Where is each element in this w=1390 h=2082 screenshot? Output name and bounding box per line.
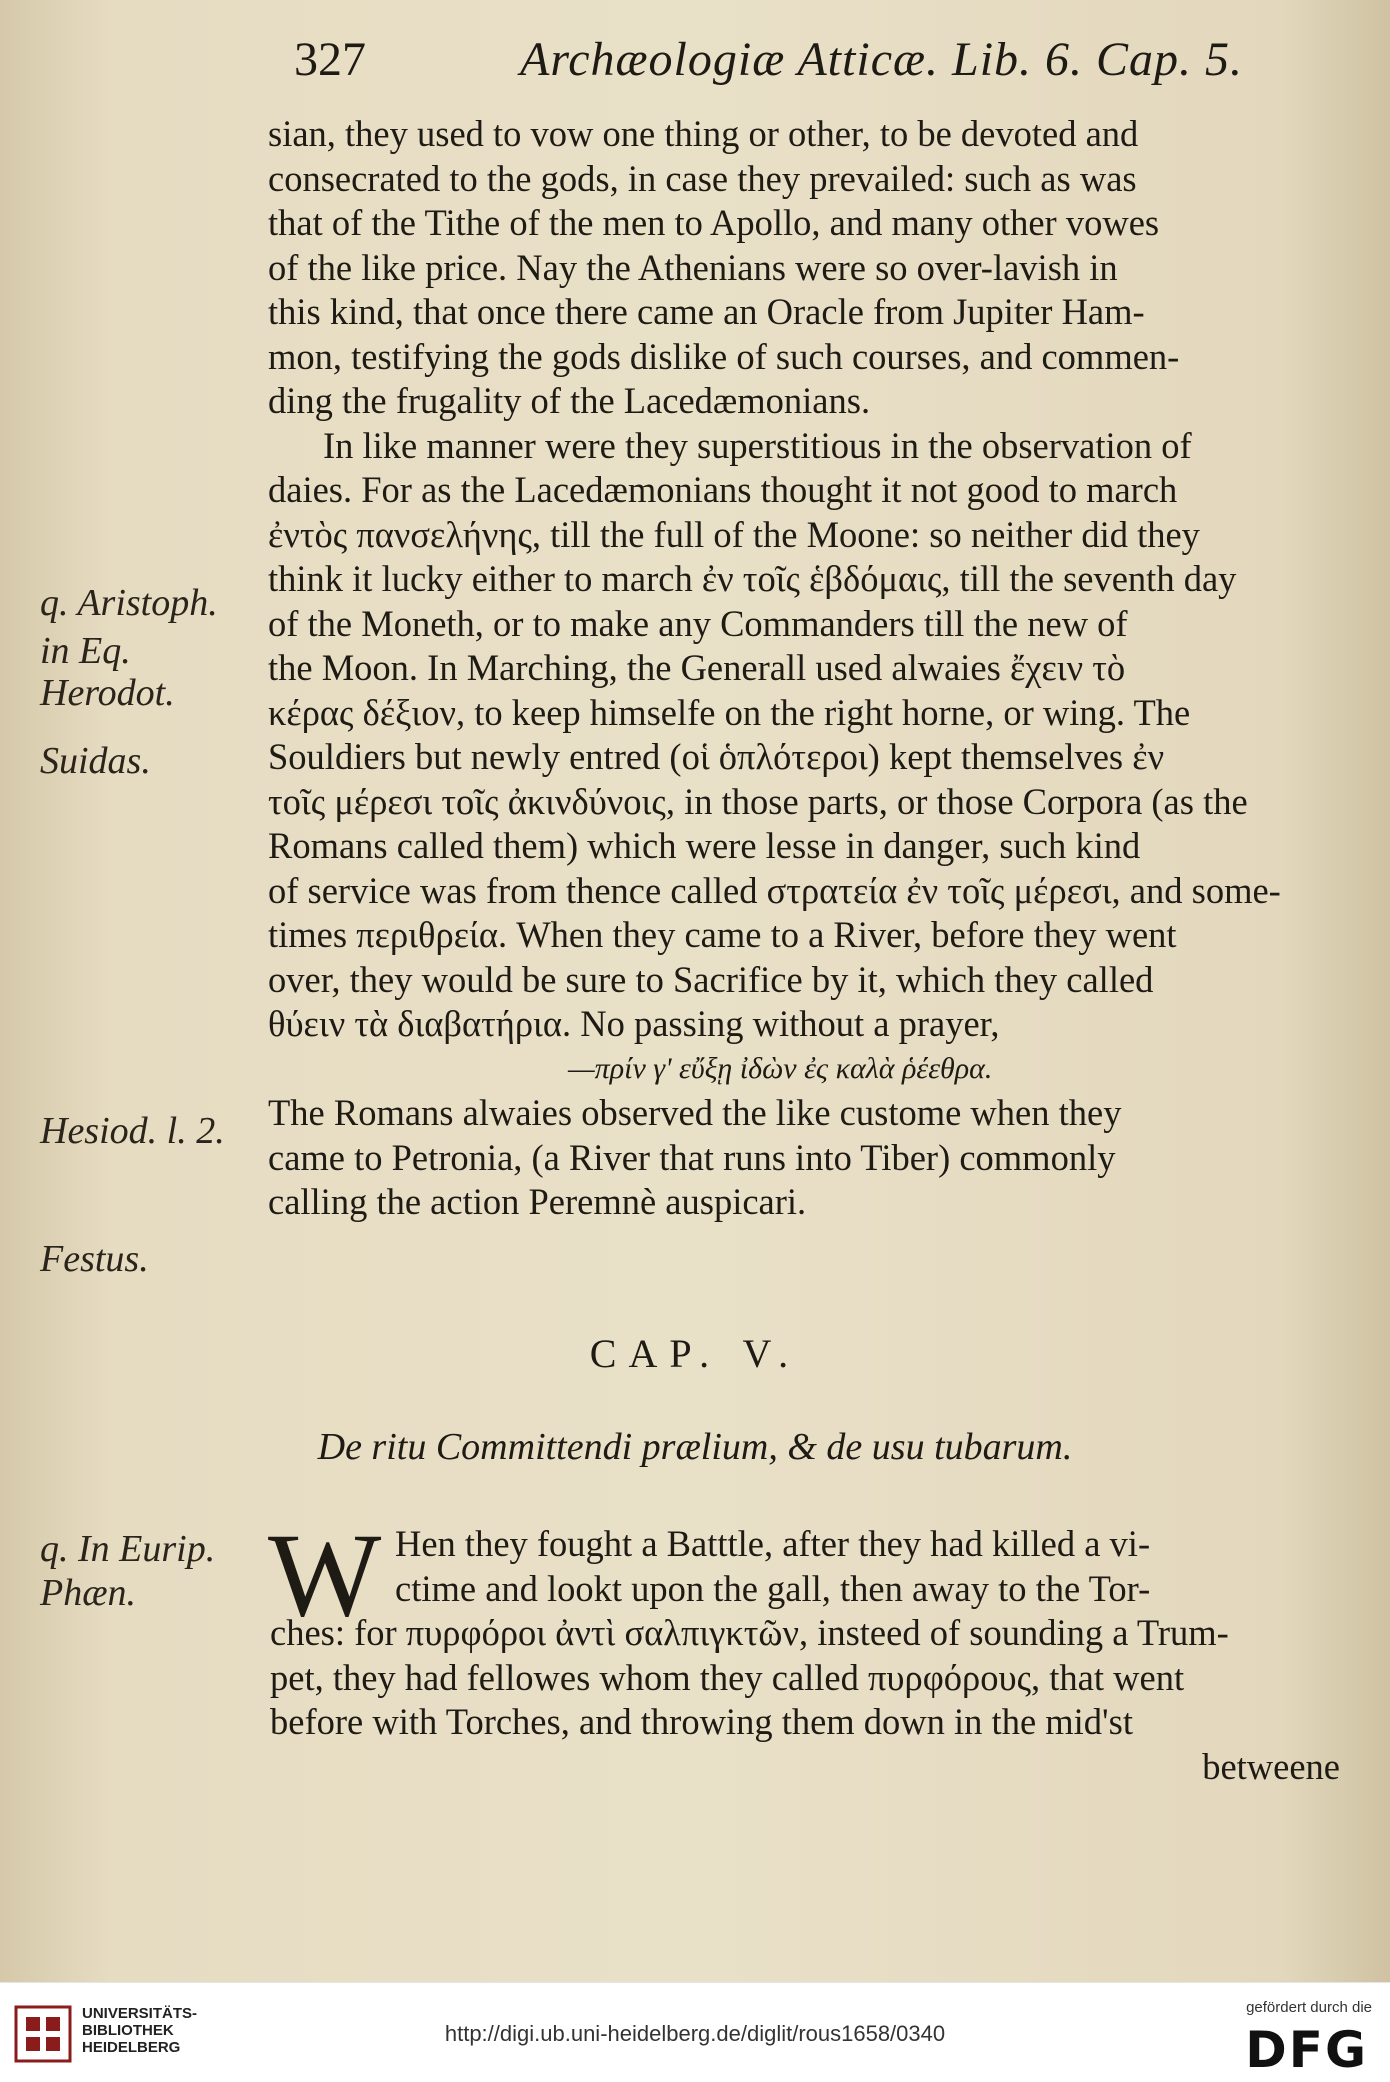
running-title: Archæologiæ Atticæ. Lib. 6. Cap. 5. (520, 33, 1244, 86)
margin-note: Festus. (40, 1238, 149, 1280)
margin-note: q. In Eurip. (40, 1528, 216, 1570)
text-line: In like manner were they superstitious in the observation of (323, 424, 1192, 466)
chapter-heading: CAP. V. (589, 1331, 801, 1376)
text-line: sian, they used to vow one thing or other, to be devoted and (268, 113, 1139, 154)
text-line: ding the frugality of the Lacedæmonians. (268, 380, 871, 421)
margin-note: Phæn. (40, 1572, 137, 1614)
text-line: ches: for πυρφόροι ἀντὶ σαλπιγκτῶν, insteed of sounding a Trum- (270, 1612, 1229, 1653)
text-line: this kind, that once there came an Oracle from Jupiter Ham- (268, 291, 1145, 332)
funder-label: gefördert durch die (1246, 1999, 1372, 2016)
text-line: of the Moneth, or to make any Commanders till the new of (268, 602, 1128, 644)
text-line: that of the Tithe of the men to Apollo, and many other vowes (268, 202, 1160, 243)
margin-note: in Eq. (40, 630, 131, 672)
text-line: daies. For as the Lacedæmonians thought it not good to march (268, 469, 1178, 510)
margin-note: q. Aristoph. (40, 582, 218, 624)
catchword: betweene (1202, 1745, 1340, 1787)
dfg-logo: DFG (1245, 2021, 1368, 2079)
drop-cap: W (268, 1508, 382, 1641)
text-line: times περιθρεία. When they came to a River, before they went (268, 914, 1177, 955)
text-line: consecrated to the gods, in case they prevailed: such as was (268, 157, 1137, 199)
text-line: mon, testifying the gods dislike of such courses, and commen- (268, 335, 1180, 377)
margin-note: Suidas. (40, 740, 151, 782)
text-line: ἐντὸς πανσελήνης, till the full of the Moone: so neither did they (268, 513, 1200, 555)
text-line: of service was from thence called στρατεία ἐν τοῖς μέρεσι, and some- (268, 869, 1281, 911)
text-line: of the like price. Nay the Athenians were so over-lavish in (268, 246, 1118, 288)
institution-name: UNIVERSITÄTS- BIBLIOTHEK HEIDELBERG (82, 2005, 198, 2056)
viewer-footer (0, 1982, 1390, 2082)
body-text (268, 112, 1348, 1225)
running-header (290, 28, 1350, 98)
text-line: pet, they had fellowes whom they called πυρφόρους, that went (270, 1656, 1185, 1698)
text-line: the Moon. In Marching, the Generall used alwaies ἔχειν τὸ (268, 647, 1126, 688)
text-line: Hen they fought a Batttle, after they had killed a vi- (395, 1523, 1151, 1564)
text-line: Souldiers but newly entred (οἱ ὁπλότεροι) kept themselves ἐν (268, 736, 1165, 777)
chapter-subtitle: De ritu Committendi prælium, & de usu tubarum. (317, 1426, 1073, 1468)
text-line: came to Petronia, (a River that runs into Tiber) commonly (268, 1136, 1116, 1178)
permalink-url[interactable]: http://digi.ub.uni-heidelberg.de/diglit/rous1658/0340 (444, 2021, 946, 2046)
chapter-text (268, 1508, 1340, 1789)
text-line: ctime and lookt upon the gall, then away to the Tor- (395, 1567, 1151, 1609)
text-line: τοῖς μέρεσι τοῖς ἀκινδύνοις, in those parts, or those Corpora (as the (268, 780, 1248, 822)
text-line: θύειν τὰ διαβατήρια. No passing without a prayer, (268, 1003, 1000, 1044)
text-line: over, they would be sure to Sacrifice by it, which they called (268, 958, 1154, 1000)
verse-quote: —πρίν γ' εὔξῃ ἰδὼν ἐς καλὰ ῥέεθρα. (568, 1051, 993, 1085)
text-line: calling the action Peremnè auspicari. (268, 1181, 807, 1222)
margin-note: Hesiod. l. 2. (40, 1110, 225, 1152)
margin-note: Herodot. (40, 672, 175, 714)
text-line: think it lucky either to march ἐν τοῖς ἑβδόμαις, till the seventh day (268, 558, 1237, 599)
text-line: Romans called them) which were lesse in danger, such kind (268, 825, 1141, 866)
page-number: 327 (294, 33, 366, 86)
text-line: κέρας δέξιον, to keep himselfe on the right horne, or wing. The (268, 691, 1191, 733)
text-line: The Romans alwaies observed the like custome when they (268, 1092, 1122, 1133)
text-line: before with Torches, and throwing them down in the mid'st (270, 1701, 1133, 1742)
